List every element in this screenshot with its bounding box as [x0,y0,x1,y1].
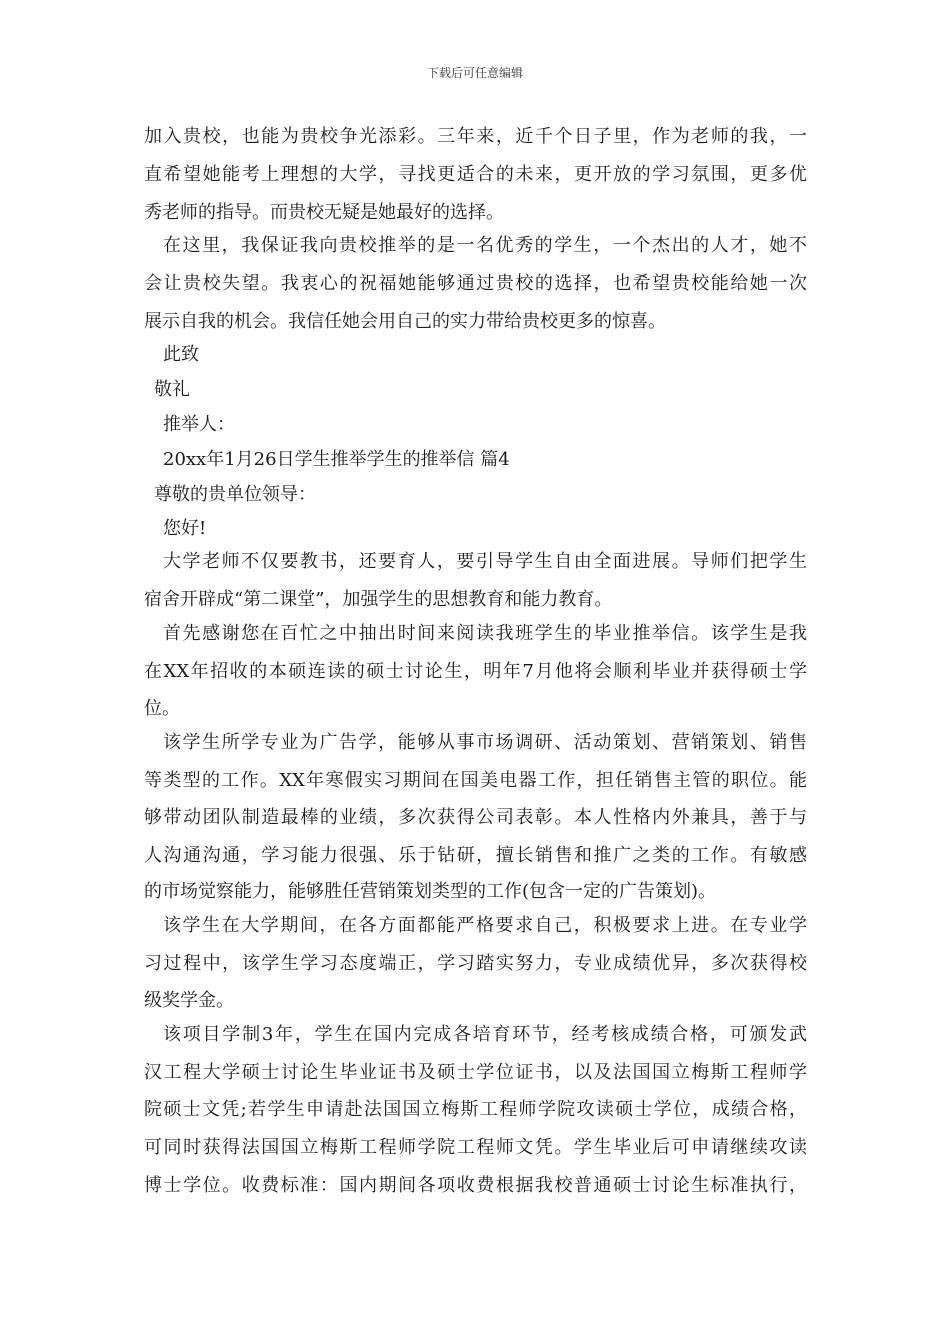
greeting-hello: 您好! [163,518,207,539]
paragraph-start: 大学老师不仅要教书，还要育人，要引导学生自由全面进展。导师们把学生 [163,551,807,572]
body-line: 人沟通沟通，学习能力很强、乐于钻研，擅长销售和推广之类的工作。有敏感 [144,845,807,866]
closing-salutation: 此致 [163,344,199,365]
body-line: 的市场觉察能力，能够胜任营销策划类型的工作(包含一定的广告策划)。 [144,881,717,902]
closing-regards: 敬礼 [154,379,190,400]
paragraph-start: 该项目学制3年，学生在国内完成各培育环节，经考核成绩合格，可颁发武 [163,1024,807,1045]
body-line: 汉工程大学硕士讨论生毕业证书及硕士学位证书，以及法国国立梅斯工程师学 [144,1062,807,1083]
body-line: 级奖学金。 [144,990,234,1011]
body-line: 加入贵校，也能为贵校争光添彩。三年来，近千个日子里，作为老师的我，一 [144,126,807,147]
body-line: 位。 [144,698,180,719]
section-title: 20xx年1月26日学生推举学生的推举信 篇4 [163,449,510,470]
recommender-label: 推举人： [163,414,235,435]
body-line: 秀老师的指导。而贵校无疑是她最好的选择。 [144,202,504,223]
body-line: 可同时获得法国国立梅斯工程师学院工程师文凭。学生毕业后可申请继续攻读 [144,1137,807,1158]
paragraph-start: 该学生在大学期间，在各方面都能严格要求自己，积极要求上进。在专业学 [163,915,807,936]
body-line: 宿舍开辟成“第二课堂”，加强学生的思想教育和能力教育。 [144,589,613,610]
body-line: 等类型的工作。XX年寒假实习期间在国美电器工作，担任销售主管的职位。能 [144,770,807,791]
body-line: 在XX年招收的本硕连读的硕士讨论生，明年7月他将会顺利毕业并获得硕士学 [144,661,807,682]
paragraph-start: 该学生所学专业为广告学，能够从事市场调研、活动策划、营销策划、销售 [163,732,807,753]
letter-greeting: 尊敬的贵单位领导： [154,484,316,505]
body-line: 展示自我的机会。我信任她会用自己的实力带给贵校更多的惊喜。 [144,311,666,332]
page-header: 下载后可任意编辑 [426,66,523,80]
body-line: 会让贵校失望。我衷心的祝福她能够通过贵校的选择，也希望贵校能给她一次 [144,273,807,294]
body-line: 博士学位。收费标准：国内期间各项收费根据我校普通硕士讨论生标准执行， [144,1175,807,1196]
body-line: 院硕士文凭;若学生申请赴法国国立梅斯工程师学院攻读硕士学位，成绩合格， [144,1099,807,1120]
paragraph-start: 在这里，我保证我向贵校推举的是一名优秀的学生，一个杰出的人才，她不 [163,235,807,256]
body-line: 直希望她能考上理想的大学，寻找更适合的未来，更开放的学习氛围，更多优 [144,164,807,185]
body-line: 习过程中，该学生学习态度端正，学习踏实努力，专业成绩优异，多次获得校 [144,953,807,974]
paragraph-start: 首先感谢您在百忙之中抽出时间来阅读我班学生的毕业推举信。该学生是我 [163,623,807,644]
body-line: 够带动团队制造最棒的业绩，多次获得公司表彰。本人性格内外兼具，善于与 [144,807,807,828]
